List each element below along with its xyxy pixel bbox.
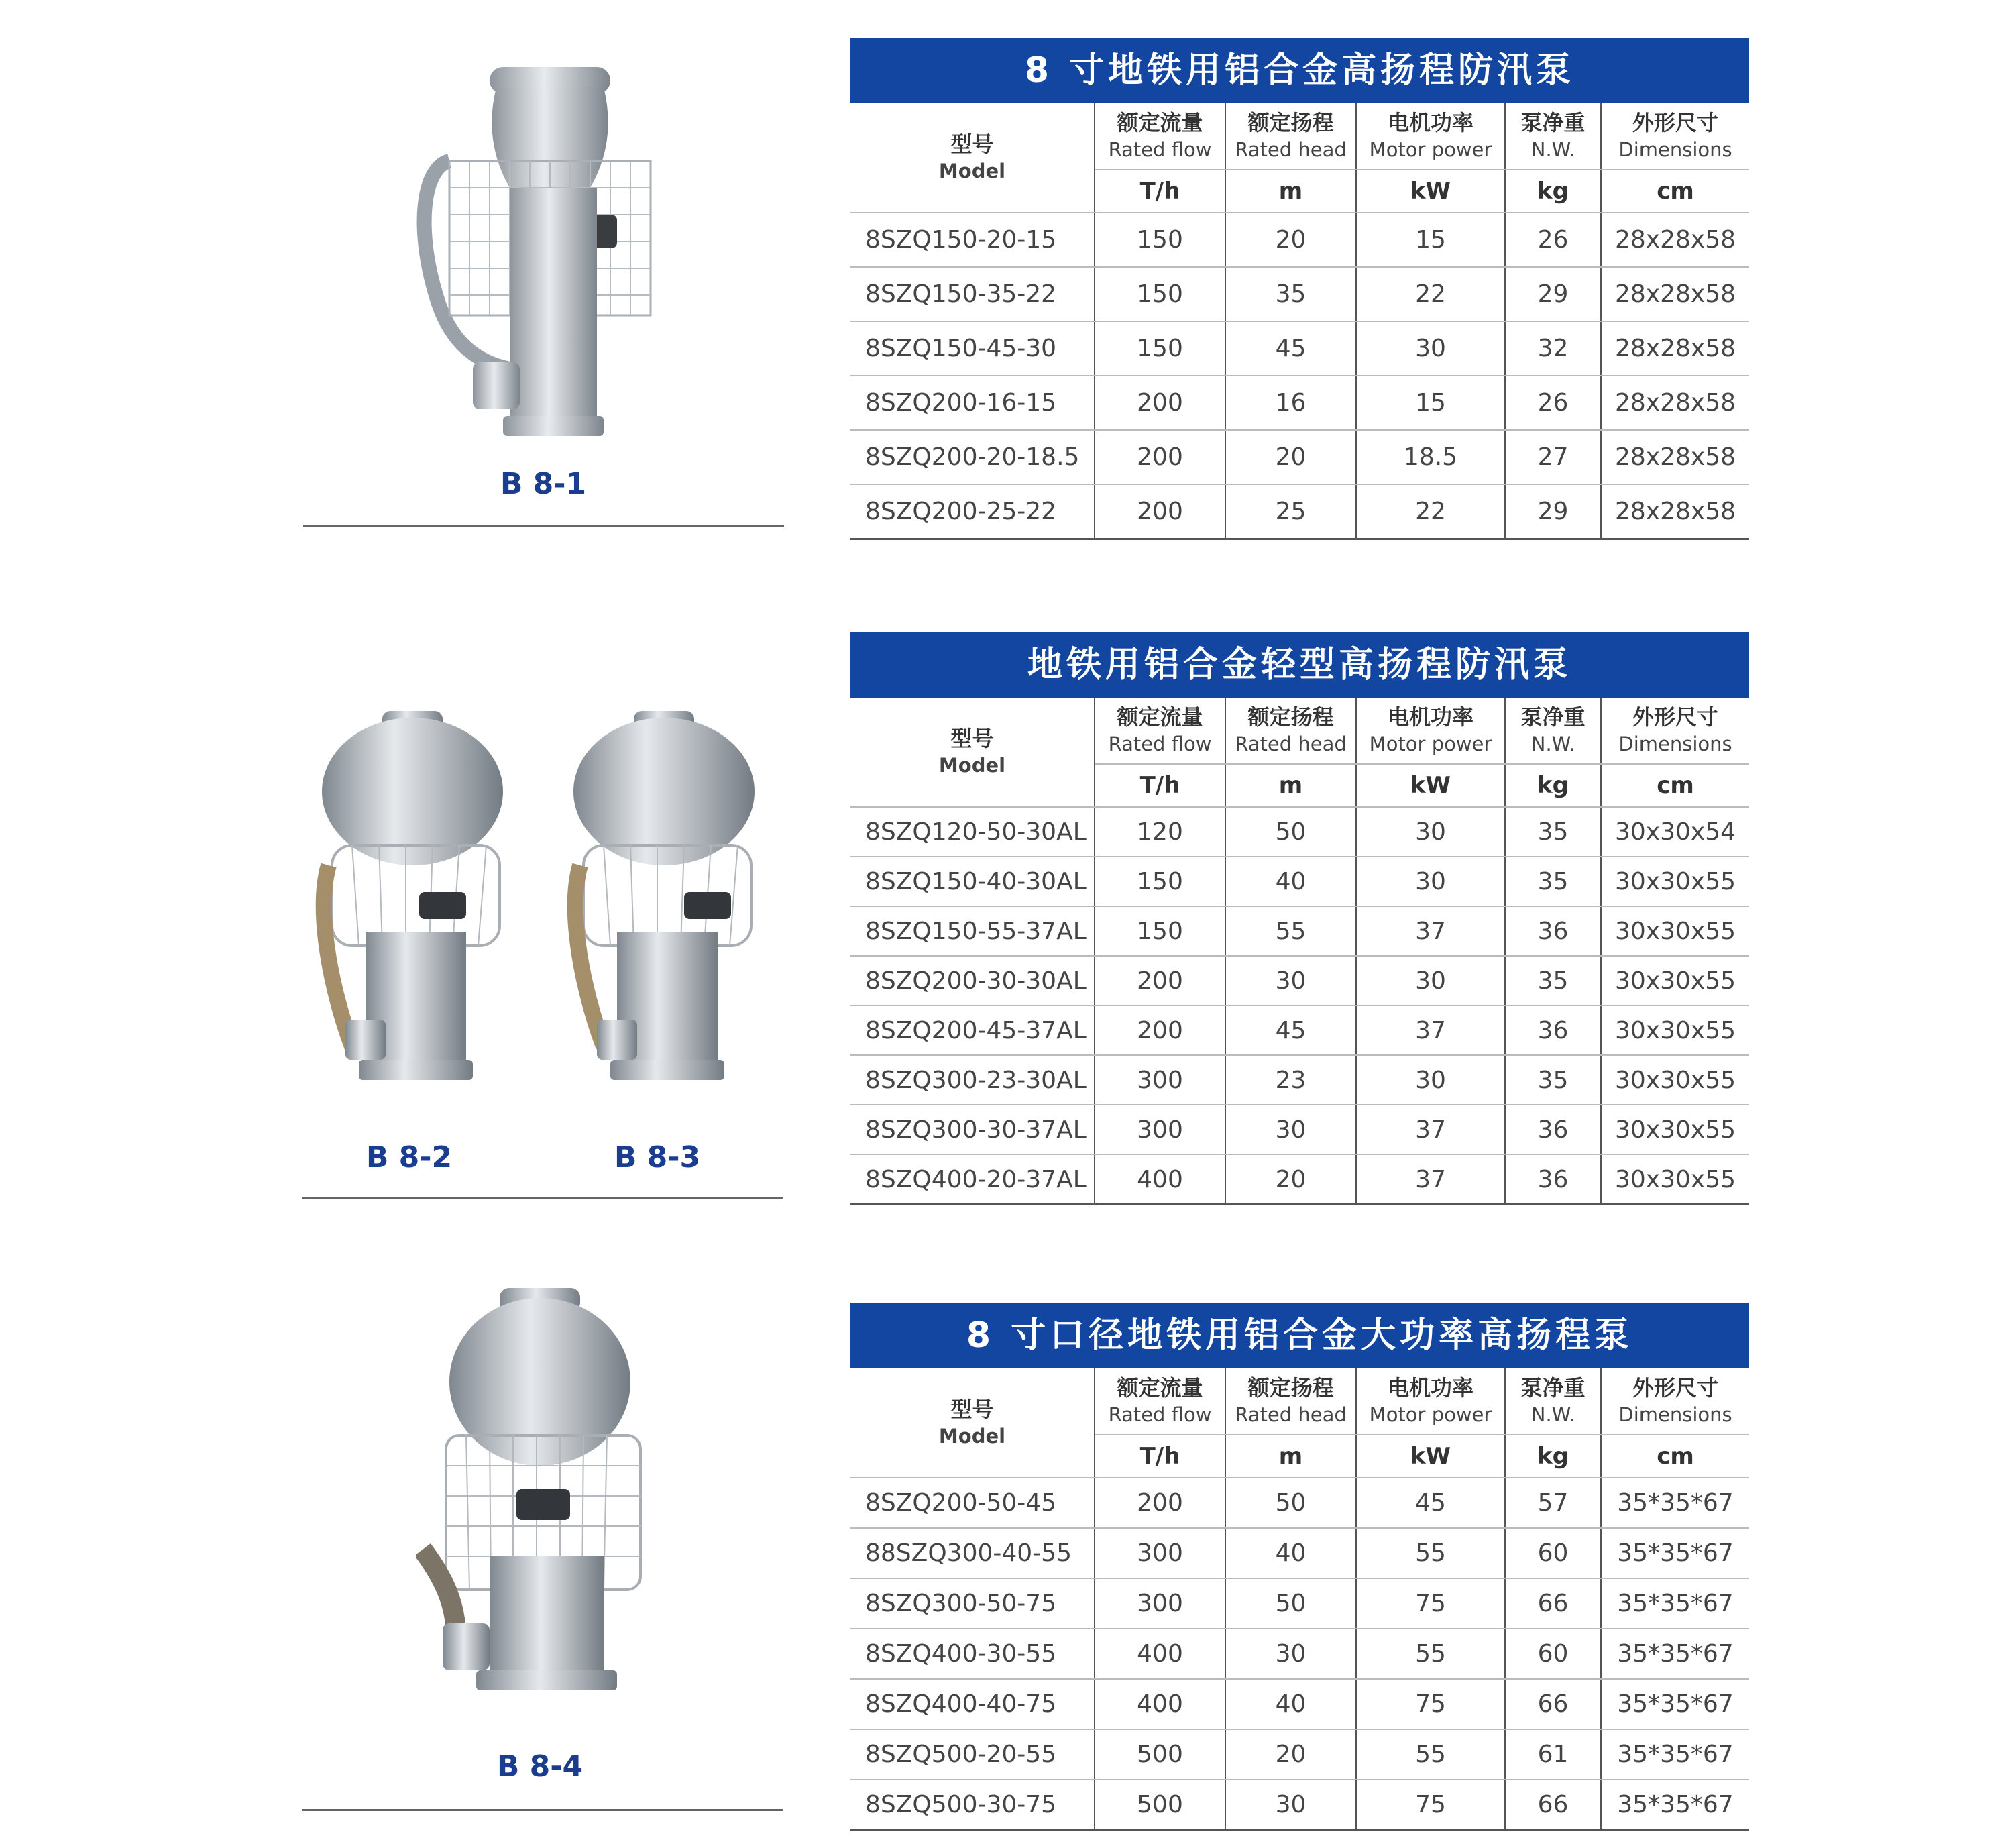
cell-model: 8SZQ300-23-30AL	[850, 1055, 1095, 1105]
cell-flow: 150	[1095, 213, 1225, 267]
col-header-weight: 泵净重 N.W.	[1505, 698, 1601, 764]
col-header-model: 型号 Model	[850, 698, 1095, 807]
cell-dimensions: 30x30x55	[1601, 956, 1749, 1005]
cell-dimensions: 28x28x58	[1601, 267, 1749, 321]
image-caption: B 8-1	[500, 467, 587, 501]
table-row	[850, 807, 1749, 857]
cell-model: 8SZQ150-35-22	[850, 267, 1095, 321]
cell-model: 8SZQ500-30-75	[850, 1780, 1095, 1831]
pump-image-b8-4	[416, 1288, 664, 1697]
divider	[303, 525, 784, 527]
cell-dimensions: 28x28x58	[1601, 484, 1749, 539]
cell-head: 40	[1225, 1528, 1356, 1578]
cell-weight: 57	[1505, 1478, 1601, 1528]
unit-weight: kg	[1505, 170, 1601, 213]
cell-weight: 66	[1505, 1780, 1601, 1831]
spec-table-grid	[850, 1368, 1749, 1831]
cell-weight: 61	[1505, 1729, 1601, 1780]
cell-flow: 200	[1095, 484, 1225, 539]
cell-dimensions: 35*35*67	[1601, 1629, 1749, 1679]
table-body	[850, 213, 1749, 539]
cell-dimensions: 35*35*67	[1601, 1679, 1749, 1729]
col-header-flow: 额定流量 Rated flow	[1095, 103, 1225, 170]
cell-head: 20	[1225, 1154, 1356, 1205]
table-row	[850, 1154, 1749, 1205]
cell-head: 23	[1225, 1055, 1356, 1105]
cell-flow: 500	[1095, 1780, 1225, 1831]
cell-power: 55	[1356, 1528, 1505, 1578]
unit-flow: T/h	[1095, 764, 1225, 807]
cell-head: 50	[1225, 807, 1356, 857]
table-body	[850, 807, 1749, 1205]
cell-dimensions: 30x30x55	[1601, 857, 1749, 906]
table-row	[850, 321, 1749, 376]
cell-weight: 66	[1505, 1679, 1601, 1729]
unit-dimensions: cm	[1601, 170, 1749, 213]
table-title: 8 寸地铁用铝合金高扬程防汛泵	[850, 38, 1749, 103]
spec-table-grid	[850, 103, 1749, 540]
cell-dimensions: 35*35*67	[1601, 1780, 1749, 1831]
cell-dimensions: 35*35*67	[1601, 1528, 1749, 1578]
cell-dimensions: 30x30x55	[1601, 906, 1749, 956]
cell-head: 20	[1225, 213, 1356, 267]
table-row	[850, 1528, 1749, 1578]
cell-power: 22	[1356, 267, 1505, 321]
unit-flow: T/h	[1095, 170, 1225, 213]
cell-model: 8SZQ200-50-45	[850, 1478, 1095, 1528]
cell-head: 45	[1225, 321, 1356, 376]
cell-head: 55	[1225, 906, 1356, 956]
cell-model: 8SZQ200-30-30AL	[850, 956, 1095, 1005]
cell-head: 40	[1225, 1679, 1356, 1729]
unit-power: kW	[1356, 1435, 1505, 1478]
table-row	[850, 857, 1749, 906]
image-caption: B 8-3	[614, 1140, 701, 1175]
cell-dimensions: 30x30x55	[1601, 1055, 1749, 1105]
cell-model: 8SZQ400-40-75	[850, 1679, 1095, 1729]
cell-flow: 300	[1095, 1528, 1225, 1578]
col-header-dimensions: 外形尺寸 Dimensions	[1601, 103, 1749, 170]
image-caption: B 8-2	[366, 1140, 453, 1175]
cell-flow: 120	[1095, 807, 1225, 857]
cell-head: 30	[1225, 1629, 1356, 1679]
table-row	[850, 376, 1749, 430]
cell-flow: 200	[1095, 1478, 1225, 1528]
cell-dimensions: 30x30x54	[1601, 807, 1749, 857]
table-row	[850, 430, 1749, 484]
cell-dimensions: 28x28x58	[1601, 430, 1749, 484]
cell-head: 45	[1225, 1005, 1356, 1055]
cell-model: 8SZQ120-50-30AL	[850, 807, 1095, 857]
cell-weight: 29	[1505, 267, 1601, 321]
cell-weight: 35	[1505, 857, 1601, 906]
spec-table	[850, 632, 1749, 1205]
spec-table	[850, 1303, 1749, 1831]
cell-weight: 35	[1505, 1055, 1601, 1105]
cell-weight: 60	[1505, 1528, 1601, 1578]
cell-weight: 27	[1505, 430, 1601, 484]
cell-model: 8SZQ150-45-30	[850, 321, 1095, 376]
cell-head: 30	[1225, 1780, 1356, 1831]
cell-power: 30	[1356, 857, 1505, 906]
unit-weight: kg	[1505, 764, 1601, 807]
cell-weight: 36	[1505, 1154, 1601, 1205]
cell-power: 15	[1356, 213, 1505, 267]
cell-weight: 66	[1505, 1578, 1601, 1629]
cell-power: 22	[1356, 484, 1505, 539]
table-body	[850, 1478, 1749, 1831]
cell-weight: 26	[1505, 376, 1601, 430]
cell-flow: 150	[1095, 906, 1225, 956]
cell-flow: 300	[1095, 1578, 1225, 1629]
cell-model: 8SZQ200-45-37AL	[850, 1005, 1095, 1055]
cell-head: 50	[1225, 1578, 1356, 1629]
cell-flow: 300	[1095, 1055, 1225, 1105]
cell-head: 30	[1225, 1105, 1356, 1154]
cell-power: 37	[1356, 1005, 1505, 1055]
cell-weight: 36	[1505, 1105, 1601, 1154]
unit-head: m	[1225, 1435, 1356, 1478]
divider	[302, 1809, 783, 1811]
cell-flow: 200	[1095, 376, 1225, 430]
unit-head: m	[1225, 170, 1356, 213]
cell-head: 50	[1225, 1478, 1356, 1528]
section-2	[0, 604, 2004, 1207]
unit-power: kW	[1356, 170, 1505, 213]
table-row	[850, 1055, 1749, 1105]
cell-power: 37	[1356, 1154, 1505, 1205]
cell-flow: 400	[1095, 1679, 1225, 1729]
col-header-head: 额定扬程 Rated head	[1225, 1368, 1356, 1435]
table-row	[850, 1005, 1749, 1055]
cell-model: 8SZQ500-20-55	[850, 1729, 1095, 1780]
table-row	[850, 213, 1749, 267]
table-row	[850, 1578, 1749, 1629]
table-row	[850, 1478, 1749, 1528]
col-header-power: 电机功率 Motor power	[1356, 1368, 1505, 1435]
section-1	[0, 0, 2004, 557]
section-3	[0, 1274, 2004, 1848]
col-header-power: 电机功率 Motor power	[1356, 103, 1505, 170]
unit-dimensions: cm	[1601, 1435, 1749, 1478]
cell-model: 8SZQ200-20-18.5	[850, 430, 1095, 484]
cell-weight: 26	[1505, 213, 1601, 267]
cell-power: 55	[1356, 1629, 1505, 1679]
cell-weight: 29	[1505, 484, 1601, 539]
col-header-head: 额定扬程 Rated head	[1225, 103, 1356, 170]
cell-flow: 300	[1095, 1105, 1225, 1154]
unit-head: m	[1225, 764, 1356, 807]
cell-dimensions: 35*35*67	[1601, 1478, 1749, 1528]
cell-dimensions: 28x28x58	[1601, 321, 1749, 376]
cell-weight: 36	[1505, 1005, 1601, 1055]
cell-flow: 200	[1095, 1005, 1225, 1055]
cell-power: 75	[1356, 1679, 1505, 1729]
cell-flow: 200	[1095, 430, 1225, 484]
pump-image-b8-3	[557, 711, 771, 1093]
cell-head: 35	[1225, 267, 1356, 321]
cell-power: 30	[1356, 807, 1505, 857]
table-row	[850, 1105, 1749, 1154]
table-row	[850, 1629, 1749, 1679]
cell-head: 20	[1225, 430, 1356, 484]
cell-dimensions: 30x30x55	[1601, 1154, 1749, 1205]
cell-model: 8SZQ300-30-37AL	[850, 1105, 1095, 1154]
table-row	[850, 906, 1749, 956]
col-header-model: 型号 Model	[850, 103, 1095, 213]
cell-power: 15	[1356, 376, 1505, 430]
cell-dimensions: 30x30x55	[1601, 1005, 1749, 1055]
col-header-weight: 泵净重 N.W.	[1505, 1368, 1601, 1435]
col-header-model: 型号 Model	[850, 1368, 1095, 1478]
table-row	[850, 267, 1749, 321]
spec-table-grid	[850, 698, 1749, 1205]
cell-flow: 500	[1095, 1729, 1225, 1780]
col-header-flow: 额定流量 Rated flow	[1095, 698, 1225, 764]
col-header-power: 电机功率 Motor power	[1356, 698, 1505, 764]
cell-dimensions: 35*35*67	[1601, 1729, 1749, 1780]
cell-power: 75	[1356, 1578, 1505, 1629]
cell-head: 40	[1225, 857, 1356, 906]
image-caption: B 8-4	[496, 1749, 583, 1784]
cell-power: 37	[1356, 1105, 1505, 1154]
cell-power: 30	[1356, 956, 1505, 1005]
cell-model: 8SZQ150-55-37AL	[850, 906, 1095, 956]
spec-table	[850, 38, 1749, 540]
cell-dimensions: 28x28x58	[1601, 376, 1749, 430]
cell-weight: 35	[1505, 807, 1601, 857]
col-header-weight: 泵净重 N.W.	[1505, 103, 1601, 170]
col-header-flow: 额定流量 Rated flow	[1095, 1368, 1225, 1435]
table-title: 地铁用铝合金轻型高扬程防汛泵	[850, 632, 1749, 698]
unit-flow: T/h	[1095, 1435, 1225, 1478]
cell-flow: 400	[1095, 1154, 1225, 1205]
cell-weight: 35	[1505, 956, 1601, 1005]
cell-model: 8SZQ150-40-30AL	[850, 857, 1095, 906]
cell-head: 30	[1225, 956, 1356, 1005]
cell-power: 30	[1356, 321, 1505, 376]
table-title: 8 寸口径地铁用铝合金大功率高扬程泵	[850, 1303, 1749, 1368]
cell-dimensions: 28x28x58	[1601, 213, 1749, 267]
cell-model: 8SZQ300-50-75	[850, 1578, 1095, 1629]
unit-power: kW	[1356, 764, 1505, 807]
cell-dimensions: 30x30x55	[1601, 1105, 1749, 1154]
unit-dimensions: cm	[1601, 764, 1749, 807]
cell-power: 18.5	[1356, 430, 1505, 484]
cell-model: 8SZQ400-30-55	[850, 1629, 1095, 1679]
pump-image-b8-2	[305, 711, 520, 1093]
cell-model: 8SZQ150-20-15	[850, 213, 1095, 267]
cell-weight: 32	[1505, 321, 1601, 376]
col-header-dimensions: 外形尺寸 Dimensions	[1601, 698, 1749, 764]
table-row	[850, 956, 1749, 1005]
table-row	[850, 1729, 1749, 1780]
cell-flow: 200	[1095, 956, 1225, 1005]
cell-power: 37	[1356, 906, 1505, 956]
col-header-head: 额定扬程 Rated head	[1225, 698, 1356, 764]
cell-model: 8SZQ200-25-22	[850, 484, 1095, 539]
unit-weight: kg	[1505, 1435, 1601, 1478]
cell-flow: 400	[1095, 1629, 1225, 1679]
cell-power: 30	[1356, 1055, 1505, 1105]
cell-model: 8SZQ200-16-15	[850, 376, 1095, 430]
cell-power: 75	[1356, 1780, 1505, 1831]
col-header-dimensions: 外形尺寸 Dimensions	[1601, 1368, 1749, 1435]
table-row	[850, 1679, 1749, 1729]
cell-head: 16	[1225, 376, 1356, 430]
table-row	[850, 1780, 1749, 1831]
cell-weight: 60	[1505, 1629, 1601, 1679]
cell-power: 45	[1356, 1478, 1505, 1528]
cell-head: 25	[1225, 484, 1356, 539]
cell-model: 8SZQ400-20-37AL	[850, 1154, 1095, 1205]
divider	[302, 1197, 783, 1199]
cell-weight: 36	[1505, 906, 1601, 956]
pump-image-b8-1	[409, 54, 671, 456]
cell-head: 20	[1225, 1729, 1356, 1780]
cell-model: 88SZQ300-40-55	[850, 1528, 1095, 1578]
cell-dimensions: 35*35*67	[1601, 1578, 1749, 1629]
cell-power: 55	[1356, 1729, 1505, 1780]
cell-flow: 150	[1095, 267, 1225, 321]
cell-flow: 150	[1095, 321, 1225, 376]
cell-flow: 150	[1095, 857, 1225, 906]
table-row	[850, 484, 1749, 539]
